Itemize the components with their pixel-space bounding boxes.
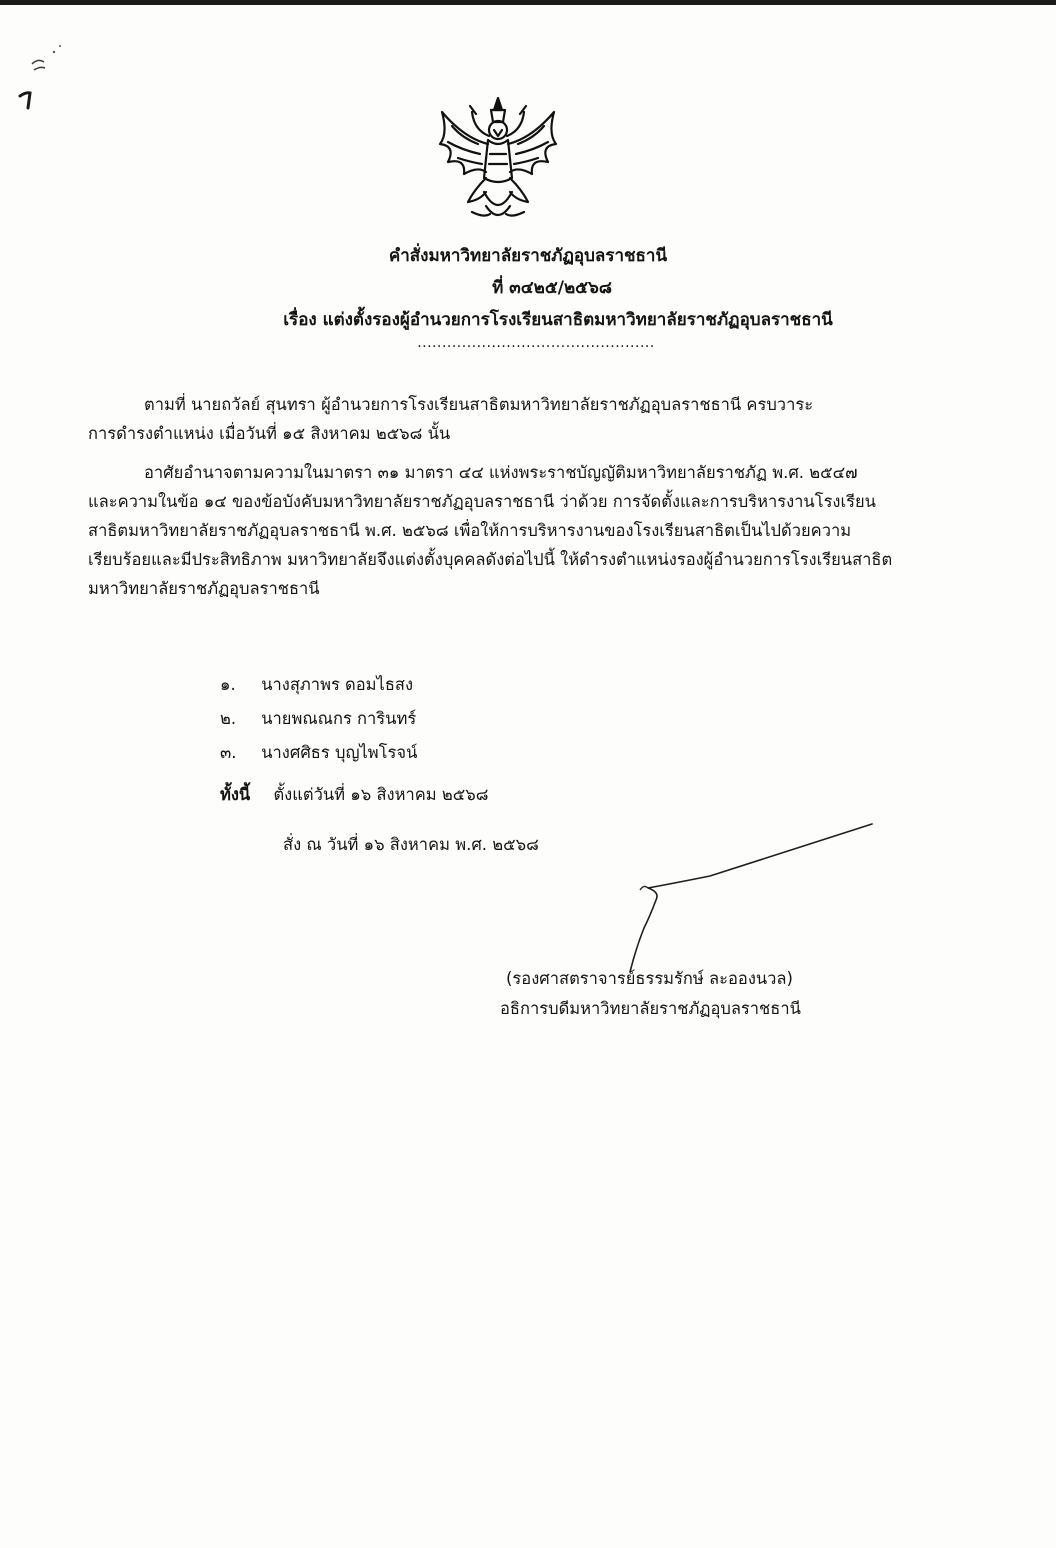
paragraph-2-line-3: สาธิตมหาวิทยาลัยราชภัฏอุบลราชธานี พ.ศ. ๒๕๖๘ เพื่อให้การบริหารงานของโรงเรียนสาธิตเป็นไปด้วยความ xyxy=(88,521,852,540)
scan-edge xyxy=(0,0,1056,5)
header-divider: ................................................ xyxy=(417,335,655,351)
list-item xyxy=(220,736,417,770)
paragraph-2-line-5: มหาวิทยาลัยราชภัฏอุบลราชธานี xyxy=(88,579,320,598)
appointee-list xyxy=(220,668,417,770)
order-subject: เรื่อง แต่งตั้งรองผู้อำนวยการโรงเรียนสาธิตมหาวิทยาลัยราชภัฏอุบลราชธานี xyxy=(283,310,833,330)
list-number: ๑. xyxy=(220,675,236,694)
paragraph-2-line-1: อาศัยอำนาจตามความในมาตรา ๓๑ มาตรา ๔๔ แห่งพระราชบัญญัติมหาวิทยาลัยราชภัฏ พ.ศ. ๒๕๔๗ xyxy=(144,463,858,482)
ordered-date: สั่ง ณ วันที่ ๑๖ สิงหาคม พ.ศ. ๒๕๖๘ xyxy=(283,835,539,854)
effective-date xyxy=(220,782,488,808)
signer-title: อธิการบดีมหาวิทยาลัยราชภัฏอุบลราชธานี xyxy=(500,999,801,1018)
paragraph-2-line-4: เรียบร้อยและมีประสิทธิภาพ มหาวิทยาลัยจึงแต่งตั้งบุคคลดังต่อไปนี้ ให้ดำรงตำแหน่งรองผู้อำนวยการโรงเรียนสาธิต xyxy=(88,550,893,569)
list-item xyxy=(220,702,417,736)
effective-label: ทั้งนี้ xyxy=(220,785,251,804)
garuda-emblem xyxy=(428,92,568,232)
paragraph-1-line-1: ตามที่ นายถวัลย์ สุนทรา ผู้อำนวยการโรงเรียนสาธิตมหาวิทยาลัยราชภัฏอุบลราชธานี ครบวาระ xyxy=(144,395,814,414)
handwritten-mark xyxy=(14,30,74,120)
order-title: คำสั่งมหาวิทยาลัยราชภัฏอุบลราชธานี xyxy=(388,246,668,266)
handwritten-signature xyxy=(600,820,900,980)
order-body xyxy=(88,390,964,603)
effective-text: ตั้งแต่วันที่ ๑๖ สิงหาคม ๒๕๖๘ xyxy=(273,785,489,804)
paragraph-1-line-2: การดำรงตำแหน่ง เมื่อวันที่ ๑๕ สิงหาคม ๒๕๖๘ นั้น xyxy=(88,424,451,443)
signer-name: (รองศาสตราจารย์ธรรมรักษ์ ละอองนวล) xyxy=(506,969,793,988)
appointee-name: นางศศิธร บุญไพโรจน์ xyxy=(261,743,418,762)
order-header xyxy=(0,240,1056,350)
order-number: ที่ ๓๔๒๕/๒๕๖๘ xyxy=(492,278,612,298)
appointee-name: นายพณณกร การินทร์ xyxy=(261,709,417,728)
list-number: ๓. xyxy=(220,743,237,762)
paragraph-2-line-2: และความในข้อ ๑๔ ของข้อบังคับมหาวิทยาลัยราชภัฏอุบลราชธานี ว่าด้วย การจัดตั้งและการบริหารงานโรงเรียน xyxy=(88,492,876,511)
list-item xyxy=(220,668,417,702)
appointee-name: นางสุภาพร ดอมไธสง xyxy=(261,675,414,694)
signer-block xyxy=(470,964,890,1024)
list-number: ๒. xyxy=(220,709,237,728)
